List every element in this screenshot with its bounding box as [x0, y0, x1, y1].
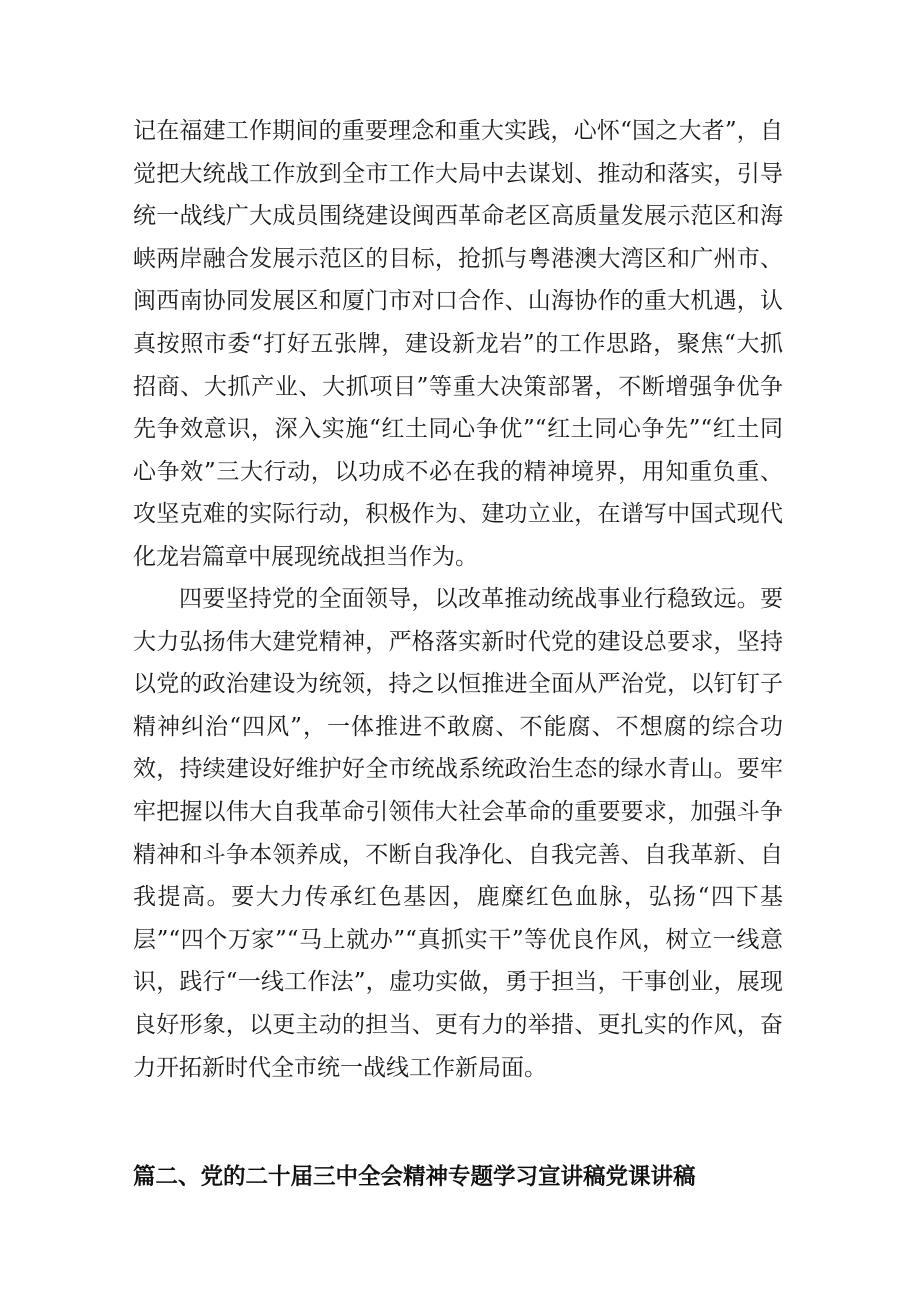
- body-paragraph-1: 记在福建工作期间的重要理念和重大实践，心怀“国之大者”，自觉把大统战工作放到全市工作大局中去谋划、推动和落实，引导统一战线广大成员围绕建设闽西革命老区高质量发展示范区和海峡两岸融合发展示范区的目标，抢抓与粤港澳大湾区和广州市、闽西南协同发展区和厦门市对口合作、山海协作的重大机遇，认真按照市委“打好五张牌，建设新龙岩”的工作思路，聚焦“大抓招商、大抓产业、大抓项目”等重大决策部署，不断增强争优争先争效意识，深入实施“红土同心争优”“红土同心争先”“红土同心争效”三大行动，以功成不必在我的精神境界，用知重负重、攻坚克难的实际行动，积极作为、建功立业，在谱写中国式现代化龙岩篇章中展现统战担当作为。: [133, 118, 783, 570]
- section-heading: 篇二、党的二十届三中全会精神专题学习宣讲稿党课讲稿: [133, 1164, 696, 1190]
- body-paragraph-2: 四要坚持党的全面领导，以改革推动统战事业行稳致远。要大力弘扬伟大建党精神，严格落实新时代党的建设总要求，坚持以党的政治建设为统领，持之以恒推进全面从严治党，以钉钉子精神纠治“四风”，一体推进不敢腐、不能腐、不想腐的综合功效，持续建设好维护好全市统战系统政治生态的绿水青山。要牢牢把握以伟大自我革命引领伟大社会革命的重要要求，加强斗争精神和斗争本领养成，不断自我净化、自我完善、自我革新、自我提高。要大力传承红色基因，鹿糜红色血脉，弘扬“四下基层”“四个万家”“马上就办”“真抓实干”等优良作风，树立一线意识，践行“一线工作法”，虚功实做，勇于担当，干事创业，展现良好形象，以更主动的担当、更有力的举措、更扎实的作风，奋力开拓新时代全市统一战线工作新局面。: [133, 586, 783, 1081]
